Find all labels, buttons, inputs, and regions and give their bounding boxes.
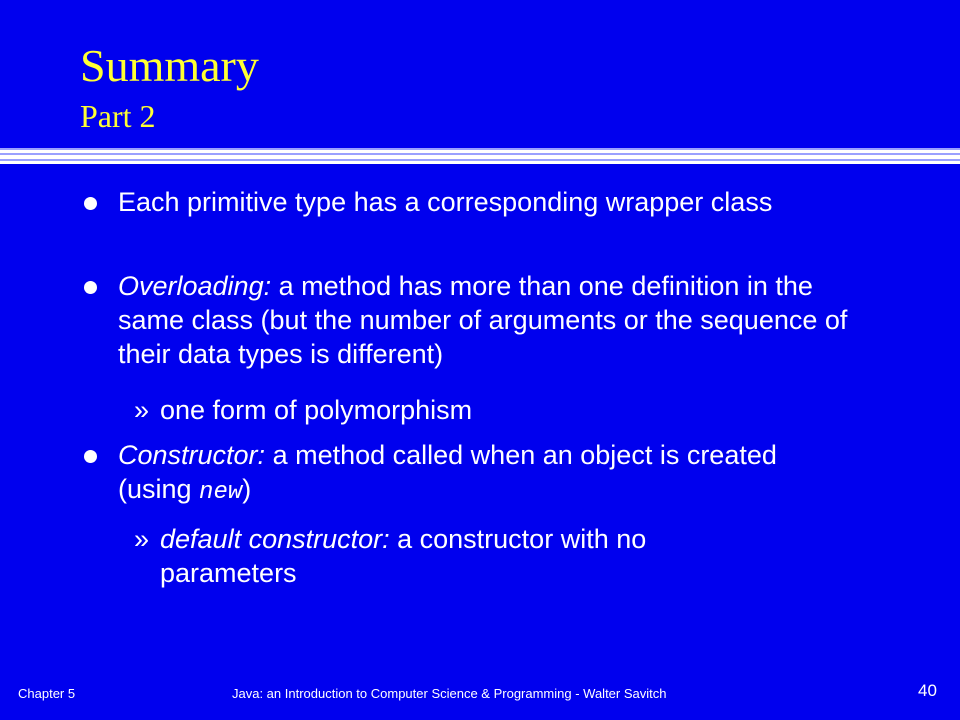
bullet-text: a method called when an object is created (using bbox=[118, 440, 777, 504]
code-keyword: new bbox=[199, 479, 243, 506]
sub-bullet-term: default constructor: bbox=[160, 524, 390, 554]
bullet-item bbox=[118, 438, 818, 510]
sub-bullet-marker-icon: » bbox=[134, 395, 150, 425]
sub-bullet-item bbox=[160, 393, 860, 427]
slide-title: Summary bbox=[80, 40, 259, 91]
bullet-term: Overloading: bbox=[118, 271, 272, 301]
sub-bullet-marker-icon: » bbox=[134, 524, 150, 554]
footer-page-number: 40 bbox=[918, 681, 937, 700]
footer-course: Java: an Introduction to Computer Science & Programming - Walter Savitch bbox=[232, 686, 667, 701]
sub-bullet-text: one form of polymorphism bbox=[160, 395, 473, 425]
bullet-text: Each primitive type has a corresponding wrapper class bbox=[118, 187, 773, 217]
bullet-text: a method has more than one definition in the same class (but the number of arguments or the sequence of their data types is different) bbox=[118, 271, 848, 369]
bullet-icon bbox=[84, 281, 97, 294]
bullet-item bbox=[118, 269, 868, 371]
footer-chapter: Chapter 5 bbox=[18, 686, 76, 701]
bullet-term: Constructor: bbox=[118, 440, 266, 470]
bullet-icon bbox=[84, 197, 97, 210]
sub-bullet-item bbox=[160, 522, 780, 590]
slide-subtitle: Part 2 bbox=[80, 98, 156, 134]
bullet-item bbox=[118, 185, 838, 219]
bullet-icon bbox=[84, 450, 97, 463]
sub-bullet-text: a constructor with no parameters bbox=[160, 524, 647, 588]
bullet-text-end: ) bbox=[242, 474, 252, 504]
title-divider-rule bbox=[0, 148, 960, 164]
